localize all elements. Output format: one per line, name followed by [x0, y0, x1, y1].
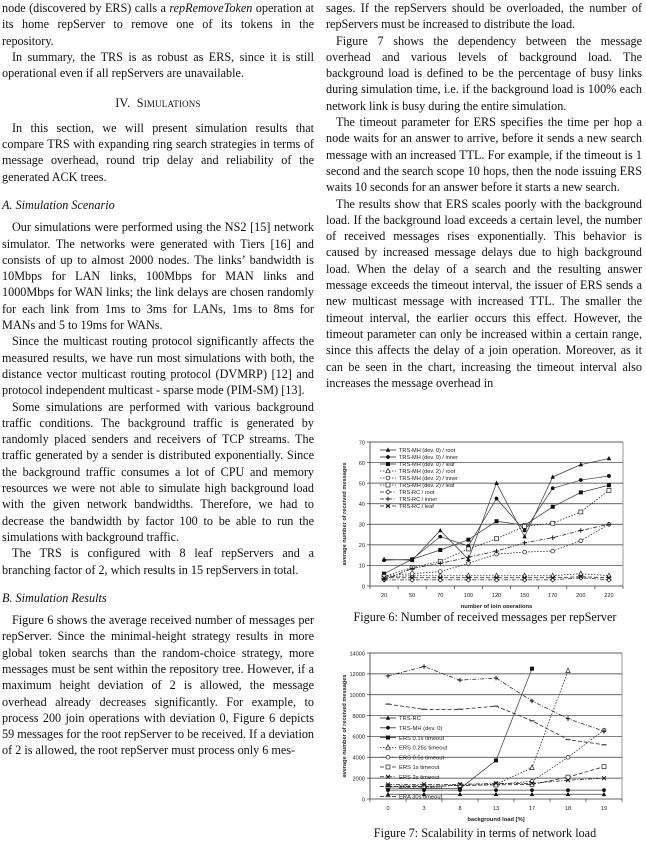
y-tick-label: 8000 [352, 713, 365, 720]
circle-open-marker-icon [466, 561, 470, 565]
square-filled-marker-icon [579, 490, 583, 494]
triangle-filled-marker-icon [522, 534, 526, 538]
legend-entry: TRS-MH (dev. 2) / inner [399, 476, 458, 483]
section-title: Simulations [136, 96, 201, 111]
y-tick-label: 70 [358, 440, 365, 447]
x-tick-label: 18 [564, 806, 572, 812]
x-tick-label: 200 [576, 593, 586, 599]
plus-marker-icon [579, 528, 584, 533]
x-tick-label: 8 [458, 806, 462, 812]
y-tick-label: 60 [358, 460, 365, 467]
y-tick-label: 50 [358, 481, 365, 488]
circle-filled-marker-icon [382, 558, 386, 562]
triangle-filled-marker-icon [438, 528, 442, 532]
legend-entry: ERS 0.25s timeout [399, 745, 448, 752]
y-tick-label: 0 [361, 584, 365, 591]
triangle-filled-marker-icon [386, 792, 390, 796]
plus-marker-icon [566, 716, 571, 721]
subsection-heading-a: A. Simulation Scenario [2, 197, 115, 212]
paragraph: Our simulations were performed using the NS2 [15] network simulator. The networks were generated with Tiers [16] and consists of up to almost 2000 nodes. The links’ bandwidth is 10Mbps for LAN links, 100Mbps for MAN links and 1000Mbps for WAN links; the link delays are chosen randomly for each link from 1ms to 3ms for LANs, 1ms to 8ms for MANs and 5 to 19ms for WANs. [2, 220, 314, 333]
legend-entry: ERS 0.1s timeout [399, 735, 445, 742]
triangle-open-marker-icon [530, 765, 534, 769]
plus-marker-icon [530, 699, 535, 704]
circle-open-marker-icon [551, 549, 555, 553]
circle-filled-marker-icon [530, 788, 534, 792]
x-tick-label: 70 [437, 593, 444, 599]
plus-marker-icon [386, 674, 391, 679]
legend-entry: TRS-MH (dev. 2) / root [399, 469, 456, 476]
circle-open-marker-icon [386, 476, 390, 480]
paragraph [2, 0, 314, 49]
square-filled-marker-icon [466, 538, 470, 542]
square-open-marker-icon [523, 524, 527, 528]
series-line [386, 664, 607, 733]
paragraph: Figure 7 shows the dependency between the message overhead and various levels of background load. The background load is defined to be the percentage of busy links during simulation time, i.e. if the background load is 100% each network link is busy during the entire simulation. [326, 33, 642, 113]
figure-7-caption: Figure 7: Scalability in terms of network load [373, 826, 597, 840]
x-tick-label: 100 [463, 593, 474, 599]
y-tick-label: 12000 [349, 672, 365, 679]
circle-open-marker-icon [410, 572, 414, 576]
circle-filled-marker-icon [579, 478, 583, 482]
x-tick-label: 170 [548, 593, 558, 599]
y-tick-label: 14000 [349, 651, 365, 658]
paragraph: In this section, we will present simulation results that compare TRS with expanding ring search strategies in terms of message overhead, round trip delay and reliability of the generated ACK trees. [2, 120, 314, 184]
triangle-filled-marker-icon [458, 792, 462, 796]
circle-open-marker-icon [566, 755, 570, 759]
legend-entry: TRS-RC [399, 716, 421, 723]
circle-open-marker-icon [386, 755, 390, 759]
paragraph: The timeout parameter for ERS specifies the time per hop a node waits for an answer to arrive, before it sends a new search message with an increased TTL. For example, if the timeout is 1 second and the search scope 10 hops, then the node issuing ERS waits 10 seconds for an answer before it starts a new search. [326, 115, 642, 195]
circle-filled-marker-icon [566, 788, 570, 792]
square-open-marker-icon [386, 765, 390, 769]
legend-entry: TRS-MH (dev. 0) / root [399, 448, 456, 455]
text-run: operation at its home repServer to remove one of its tokens in the repository. [2, 1, 314, 48]
triangle-filled-marker-icon [386, 447, 390, 451]
plus-marker-icon [494, 676, 499, 681]
x-tick-label: 20 [380, 593, 388, 599]
plus-marker-icon [458, 678, 463, 683]
legend-entry: ERS 1s timeout [399, 765, 440, 772]
triangle-filled-marker-icon [607, 456, 611, 460]
triangle-open-marker-icon [386, 468, 390, 472]
section-number: IV. [115, 96, 131, 111]
square-filled-marker-icon [551, 505, 555, 509]
legend-entry: TRS-RC / leaf [399, 504, 434, 511]
circle-open-marker-icon [523, 550, 527, 554]
square-filled-marker-icon [494, 758, 498, 762]
circle-filled-marker-icon [438, 535, 442, 539]
circle-filled-marker-icon [494, 788, 498, 792]
right-column [326, 0, 642, 391]
circle-filled-marker-icon [607, 474, 611, 478]
triangle-open-marker-icon [386, 745, 390, 749]
square-filled-marker-icon [438, 548, 442, 552]
square-filled-marker-icon [386, 736, 390, 740]
figure-7 [326, 648, 644, 841]
circle-filled-marker-icon [386, 455, 390, 459]
paragraph: sages. If the repServers should be overloaded, the number of repServers must be increased to distribute the load. [326, 1, 642, 32]
legend-entry: TRS-RC / inner [399, 497, 438, 504]
triangle-filled-marker-icon [494, 792, 498, 796]
paragraph: The results show that ERS scales poorly with the background load. If the background load exceeds a certain level, the number of received messages rises exponentially. This behavior is caused by increased message delays due to high background load. When the delay of a search and the resulting answer message exceeds the timeout interval, the issuer of ERS sends a new multicast message with increased TTL. The smaller the timeout interval, the earlier occurs this effect. However, the timeout parameter can only be increased within a certain range, since this affects the delay of a join operation. Moreover, as it can be seen in the chart, increasing the timeout interval also increases the message overhead in [326, 196, 642, 390]
paragraph: The TRS is configured with 8 leaf repServers and a branching factor of 2, which results in 15 repServers in total. [2, 546, 314, 577]
legend-entry: TRS-MH (dev. 2) / leaf [399, 483, 455, 490]
square-open-marker-icon [495, 537, 499, 541]
x-tick-label: 13 [492, 806, 500, 812]
square-filled-marker-icon [530, 667, 534, 671]
y-tick-label: 2000 [352, 776, 365, 783]
square-filled-marker-icon [495, 519, 499, 523]
paragraph: Some simulations are performed with various background traffic conditions. The background traffic is generated by randomly placed senders and receivers of TCP streams. The traffic generated by a sender is distributed exponentially. Since the background traffic consumes a lot of CPU and memory resources we were not able to simulate high background load with the given network bandwidths. Therefore, we had to decrease the bandwidth by factor 100 to be able to run the simulations with background traffic. [2, 399, 314, 544]
paragraph: In summary, the TRS is as robust as ERS, since it is still operational even if all repServers are unavailable. [2, 49, 314, 81]
circle-filled-marker-icon [602, 788, 606, 792]
square-filled-marker-icon [410, 557, 414, 561]
chart-axes [342, 651, 622, 823]
y-tick-label: 10000 [349, 693, 365, 700]
chart-legend [380, 447, 458, 510]
y-tick-label: 40 [358, 502, 365, 509]
circle-filled-marker-icon [386, 726, 390, 730]
circle-open-marker-icon [579, 539, 583, 543]
plus-marker-icon [550, 535, 555, 540]
x-tick-label: 19 [600, 806, 608, 812]
legend-entry: ERS 0.5s timeout [399, 755, 445, 762]
triangle-filled-marker-icon [530, 792, 534, 796]
plus-marker-icon [607, 522, 612, 527]
square-filled-marker-icon [607, 483, 611, 487]
x-tick-label: 50 [409, 593, 416, 599]
x-axis-label: background load [%] [467, 817, 525, 823]
triangle-open-marker-icon [566, 668, 570, 672]
section-heading [2, 95, 314, 111]
legend-entry: TRS-MH (dev. 0) [399, 726, 443, 732]
x-tick-label: 150 [519, 593, 530, 599]
y-tick-label: 20 [358, 543, 365, 550]
plus-marker-icon [386, 497, 391, 502]
legend-entry: TRS-RC / root [399, 490, 435, 497]
figure-6-caption: Figure 6: Number of received messages per repServer [353, 610, 617, 624]
x-tick-label: 17 [528, 806, 536, 812]
x-tick-label: 0 [386, 806, 390, 812]
figure-6 [326, 438, 644, 625]
square-open-marker-icon [602, 765, 606, 769]
paragraph: Since the multicast routing protocol significantly affects the measured results, we have run most simulations with both, the distance vector multicast routing protocol (DVMRP) [12] and protocol independent multicast - sparse mode (PIM-SM) [13]. [2, 334, 314, 398]
y-axis-label: average number of received messages [342, 674, 348, 778]
y-tick-label: 0 [361, 797, 365, 804]
triangle-filled-marker-icon [386, 715, 390, 719]
y-axis-label: average number of received messages [342, 462, 348, 566]
square-filled-marker-icon [386, 462, 390, 466]
y-tick-label: 10 [358, 563, 365, 570]
triangle-filled-marker-icon [566, 792, 570, 796]
square-open-marker-icon [386, 483, 390, 487]
circle-filled-marker-icon [495, 497, 499, 501]
legend-entry: ERS 2s timeout [399, 775, 440, 781]
emphasized-term: repRemoveToken [169, 1, 253, 15]
triangle-filled-marker-icon [494, 481, 498, 485]
y-tick-label: 4000 [352, 755, 365, 762]
circle-open-marker-icon [438, 570, 442, 574]
square-open-marker-icon [607, 488, 611, 492]
square-open-marker-icon [466, 547, 470, 551]
legend-entry: ERA 30s timeout [399, 794, 443, 801]
text-run: node (discovered by ERS) calls a [2, 1, 170, 15]
square-open-marker-icon [579, 510, 583, 514]
legend-entry: TRS-MH (dev. 0) / leaf [399, 462, 455, 469]
y-tick-label: 30 [358, 522, 365, 529]
plus-marker-icon [522, 541, 527, 546]
square-open-marker-icon [551, 521, 555, 525]
subsection-heading-b: B. Simulation Results [2, 590, 107, 605]
left-column [2, 0, 314, 759]
legend-entry: TRS-MH (dev. 0) / inner [399, 455, 458, 462]
x-axis-label: number of join operations [460, 604, 533, 608]
diamond-open-marker-icon [386, 490, 391, 495]
x-tick-label: 220 [604, 593, 614, 599]
x-tick-label: 3 [422, 806, 426, 812]
y-tick-label: 6000 [352, 734, 365, 741]
triangle-filled-marker-icon [602, 792, 606, 796]
x-tick-label: 120 [491, 593, 502, 599]
plus-marker-icon [422, 664, 427, 669]
circle-filled-marker-icon [551, 486, 555, 490]
figure-7-line-chart [326, 648, 644, 824]
figure-6-line-chart [326, 438, 644, 608]
paragraph: Figure 6 shows the average received number of messages per repServer. Since the minimal-height strategy results in more global token searchs than the random-choice strategy, more messages must be sent within the repository tree. However, if a maximum height deviation of 2 is allowed, the message overhead already decreases significantly. For example, to process 200 join operations with deviation 0, Figure 6 depicts 59 messages for the root repServer to be received. If a deviation of 2 is allowed, the root repServer must process only 6 mes- [2, 613, 315, 758]
legend-entry: ERA 20s timeout [399, 784, 443, 791]
circle-filled-marker-icon [523, 529, 527, 533]
